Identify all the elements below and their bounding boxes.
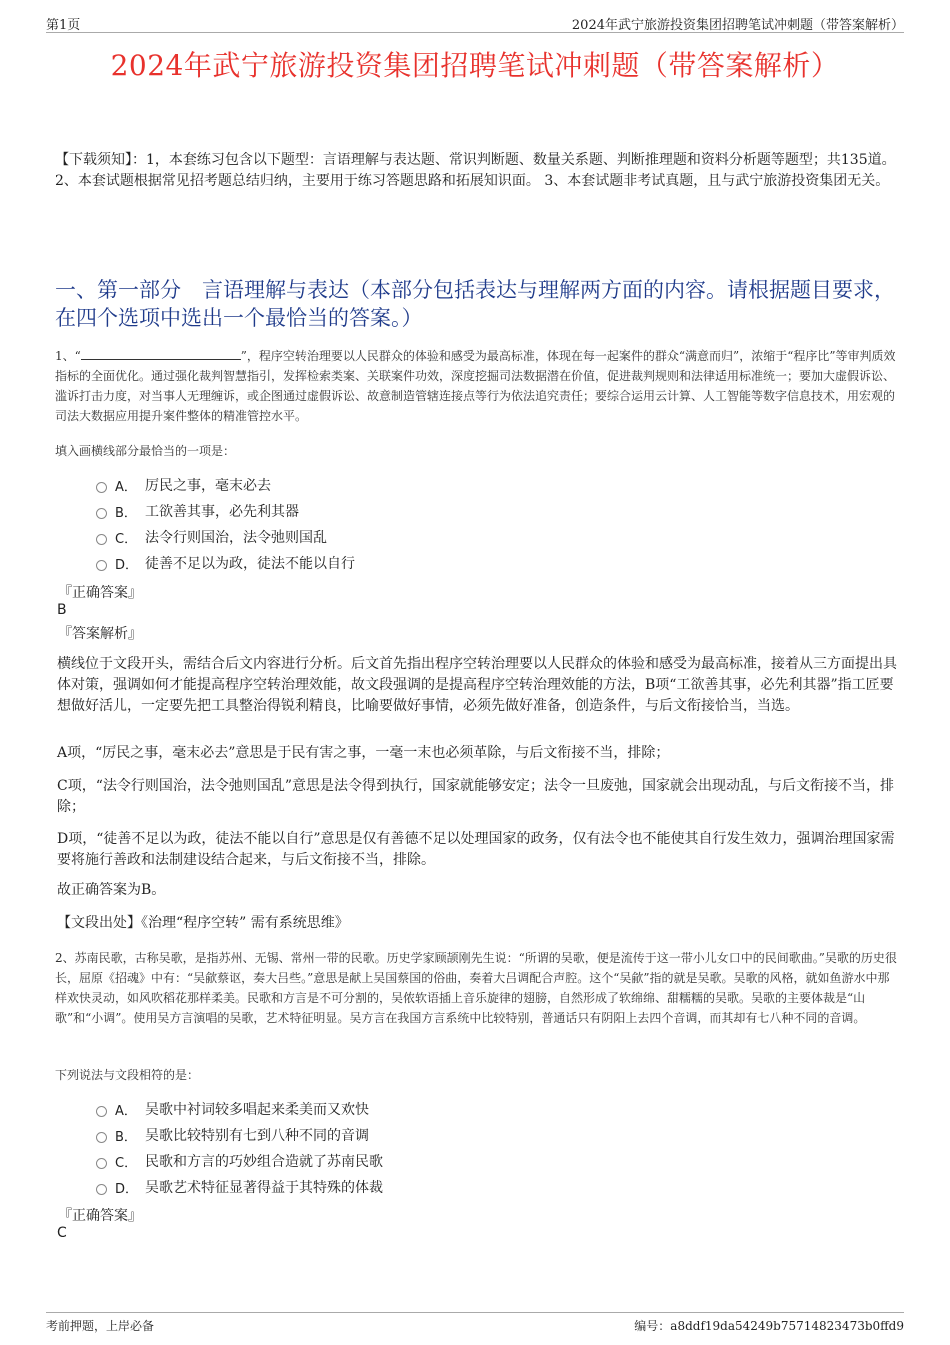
radio-icon[interactable]	[96, 508, 107, 519]
radio-icon[interactable]	[96, 1158, 107, 1169]
analysis-paragraph: 横线位于文段开头，需结合后文内容进行分析。后文首先指出程序空转治理要以人民群众的体验和感受为最高标准，接着从三方面提出具体对策，强调如何才能提高程序空转治理效能，故文段强调的是提高程序空转治理效能的方法，B项“工欲善其事，必先利其器”指工匠要想做好活儿，一定要先把工具整治得锐利精良，比喻要做好事情，必须先做好准备，创造条件，与后文衔接恰当，当选。	[57, 656, 897, 714]
header-doc-title: 2024年武宁旅游投资集团招聘笔试冲刺题（带答案解析）	[571, 18, 904, 33]
correct-answer: B	[57, 602, 67, 618]
analysis-paragraph: C项，“法令行则国治，法令弛则国乱”意思是法令得到执行，国家就能够安定；法令一旦废弛，国家就会出现动乱，与后文衔接不当，排除；	[57, 778, 895, 815]
option-d[interactable]: D． 徒善不足以为政，徒法不能以自行	[96, 550, 355, 576]
page-footer	[46, 1312, 904, 1333]
download-notice: 【下载须知】：1，本套练习包含以下题型：言语理解与表达题、常识判断题、数量关系题、判断推理题和资料分析题等题型；共135道。 2、本套试题根据常见招考题总结归纳，主要用于练习答题思路和拓展知识面。 3、本套试题非考试真题，且与武宁旅游投资集团无关。	[55, 152, 896, 189]
footer-slogan: 考前押题，上岸必备	[46, 1319, 155, 1333]
analysis-paragraph: A项，“厉民之事，毫末必去”意思是于民有害之事，一毫一末也必须革除，与后文衔接不当，排除；	[57, 745, 670, 761]
question-1-prefix: 1、“	[55, 349, 81, 363]
source-citation: 【文段出处】《治理“程序空转” 需有系统思维》	[57, 915, 349, 931]
question-1-options	[96, 472, 355, 576]
option-a[interactable]: A． 厉民之事，毫末必去	[96, 472, 355, 498]
question-1-text	[55, 346, 900, 426]
page-header	[46, 12, 904, 33]
option-d[interactable]: D． 吴歌艺术特征显著得益于其特殊的体裁	[96, 1174, 383, 1200]
answer-label: 『正确答案』	[58, 585, 142, 601]
option-c[interactable]: C． 法令行则国治，法令弛则国乱	[96, 524, 355, 550]
radio-icon[interactable]	[96, 1184, 107, 1195]
question-2-options	[96, 1096, 383, 1200]
option-c[interactable]: C． 民歌和方言的巧妙组合造就了苏南民歌	[96, 1148, 383, 1174]
correct-answer: C	[57, 1225, 67, 1241]
radio-icon[interactable]	[96, 1106, 107, 1117]
question-2-prompt: 下列说法与文段相符的是：	[55, 1068, 200, 1082]
question-1-prompt: 填入画横线部分最恰当的一项是：	[55, 444, 236, 458]
option-a[interactable]: A． 吴歌中衬词较多唱起来柔美而又欢快	[96, 1096, 383, 1122]
radio-icon[interactable]	[96, 534, 107, 545]
radio-icon[interactable]	[96, 560, 107, 571]
analysis-conclusion: 故正确答案为B。	[57, 882, 166, 898]
analysis-paragraph: D项，“徒善不足以为政，徒法不能以自行”意思是仅有善德不足以处理国家的政务，仅有法令也不能使其自行发生效力，强调治理国家需要将施行善政和法制建设结合起来，与后文衔接不当，排除。	[57, 831, 895, 868]
option-b[interactable]: B． 工欲善其事，必先利其器	[96, 498, 355, 524]
document-title: 2024年武宁旅游投资集团招聘笔试冲刺题（带答案解析）	[110, 49, 840, 82]
answer-label: 『正确答案』	[58, 1208, 142, 1224]
option-b[interactable]: B． 吴歌比较特别有七到八种不同的音调	[96, 1122, 383, 1148]
section-title: 一、第一部分 言语理解与表达（本部分包括表达与理解两方面的内容。请根据题目要求，在四个选项中选出一个最恰当的答案。）	[55, 278, 895, 330]
radio-icon[interactable]	[96, 1132, 107, 1143]
answer-blank	[81, 347, 241, 360]
footer-serial: 编号：a8ddf19da54249b75714823473b0ffd9	[634, 1319, 904, 1333]
page-number: 第1页	[46, 18, 81, 33]
question-1-body: ”，程序空转治理要以人民群众的体验和感受为最高标准，体现在每一起案件的群众“满意而归”，浓缩于“程序比”等审判质效指标的全面优化。通过强化裁判智慧指引，发挥检索类案、关联案件功效，深度挖掘司法数据潜在价值，促进裁判规则和法律适用标准统一；要加大虚假诉讼、滥诉打击力度，对当事人无理缠诉，或企图通过虚假诉讼、故意制造管辖连接点等行为依法追究责任；要综合运用云计算、人工智能等数字信息技术，用宏观的司法大数据应用提升案件整体的精准管控水平。	[55, 349, 896, 423]
radio-icon[interactable]	[96, 482, 107, 493]
question-2-text: 2、苏南民歌，古称吴歌，是指苏州、无锡、常州一带的民歌。历史学家顾颉刚先生说：“所谓的吴歌，便是流传于这一带小儿女口中的民间歌曲。”吴歌的历史很长，屈原《招魂》中有：“吴歈蔡讴，奏大吕些。”意思是献上吴国蔡国的俗曲，奏着大吕调配合声腔。这个“吴歈”指的就是吴歌。吴歌的风格，就如鱼游水中那样欢快灵动，如风吹稻花那样柔美。民歌和方言是不可分割的，吴侬软语插上音乐旋律的翅膀，自然形成了软绵绵、甜糯糯的吴歌。吴歌的主要体裁是“山歌”和“小调”。使用吴方言演唱的吴歌，艺术特征明显。吴方言在我国方言系统中比较特别，普通话只有阴阳上去四个音调，而其却有七八种不同的音调。	[55, 951, 897, 1025]
analysis-label: 『答案解析』	[58, 626, 142, 642]
